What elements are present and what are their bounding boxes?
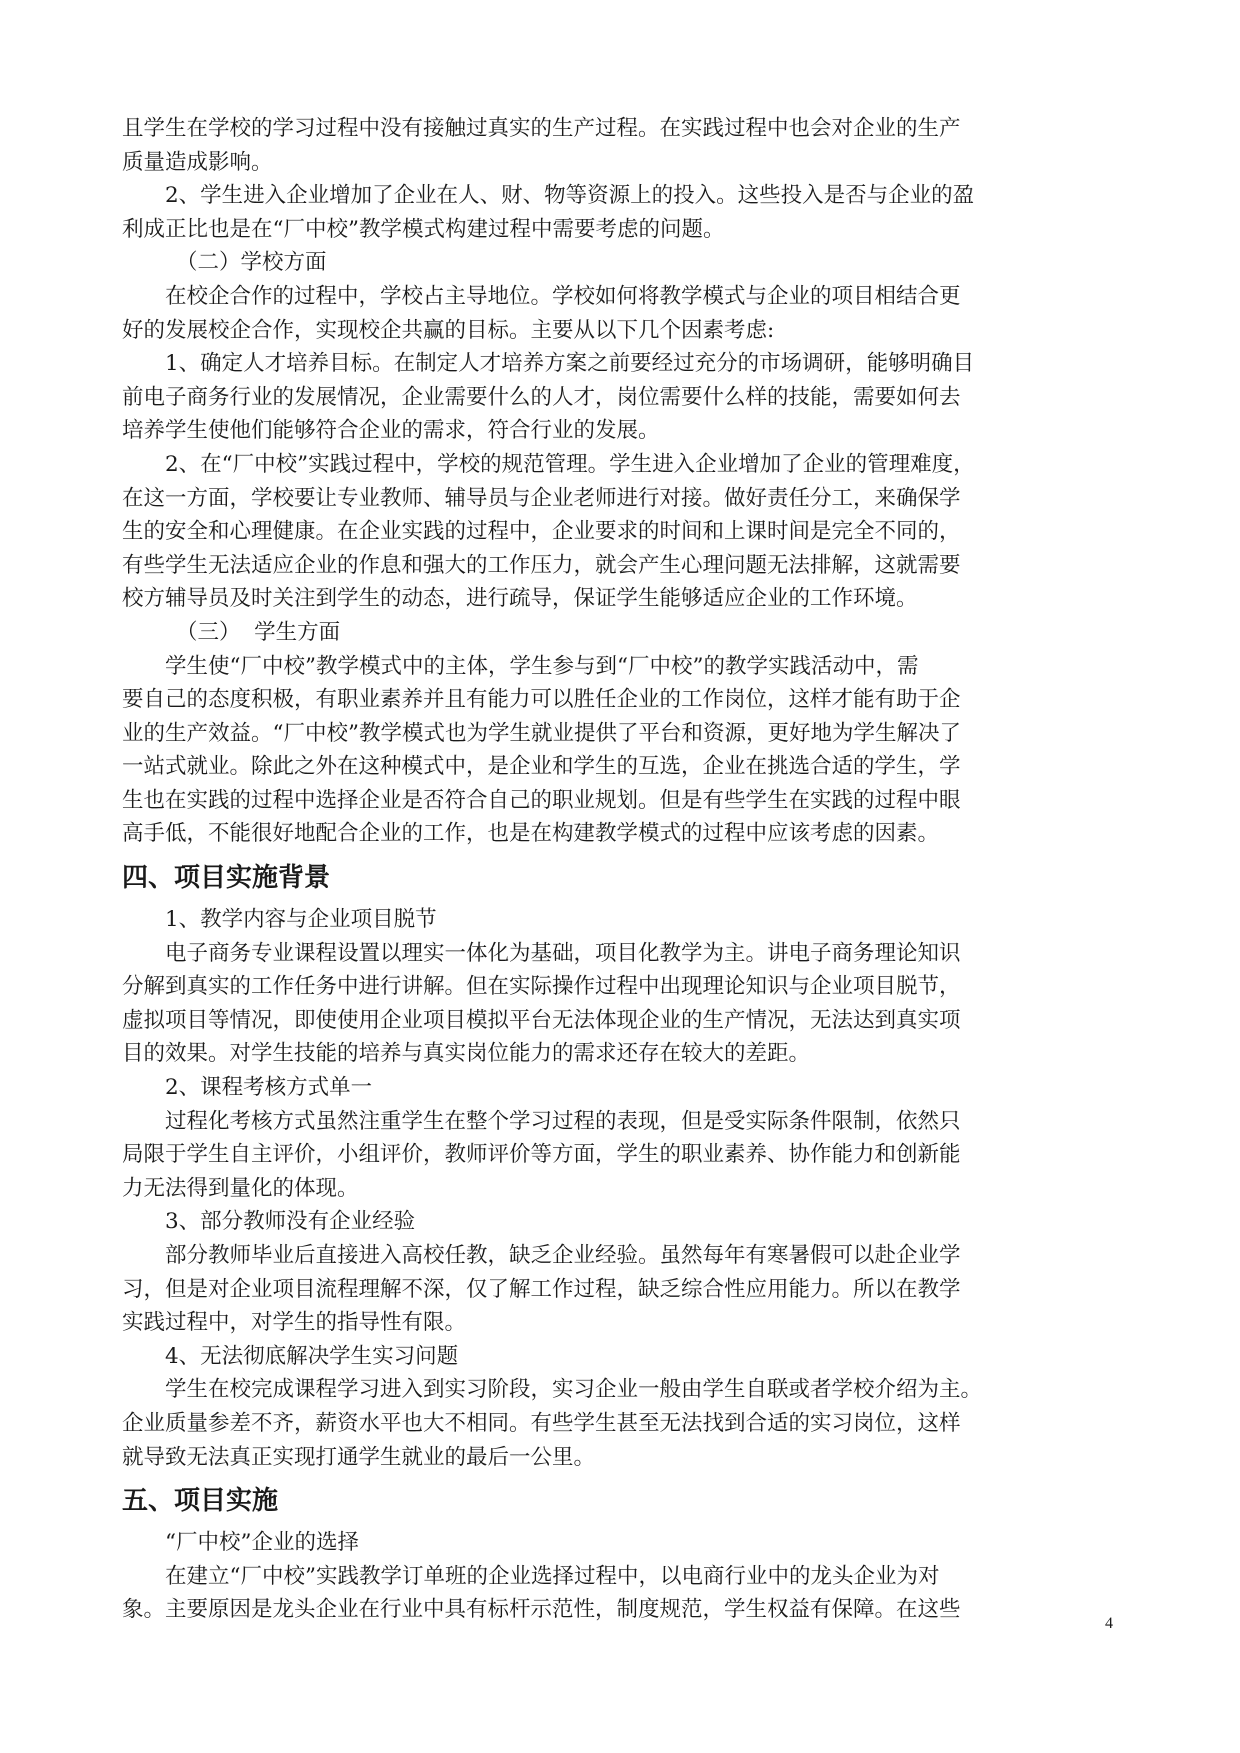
body-text-line: 在这一方面，学校要让专业教师、辅导员与企业老师进行对接。做好责任分工，来确保学 [122, 485, 961, 511]
body-text-line: 部分教师毕业后直接进入高校任教，缺乏企业经验。虽然每年有寒暑假可以赴企业学 [165, 1243, 961, 1268]
body-text-line: 学生在校完成课程学习进入到实习阶段，实习企业一般由学生自联或者学校介绍为主。 [165, 1377, 983, 1403]
subsection-title: “厂中校”企业的选择 [165, 1530, 359, 1556]
body-text-line: 电子商务专业课程设置以理实一体化为基础，项目化教学为主。讲电子商务理论知识 [165, 940, 961, 966]
body-text-line: 有些学生无法适应企业的作息和强大的工作压力，就会产生心理问题无法排解，这就需要 [122, 552, 961, 578]
body-text-line: 校方辅导员及时关注到学生的动态，进行疏导，保证学生能够适应企业的工作环境。 [122, 586, 918, 612]
body-text-line: 虚拟项目等情况，即使使用企业项目模拟平台无法体现企业的生产情况，无法达到真实项 [122, 1007, 961, 1033]
body-text-line: 培养学生使他们能够符合企业的需求，符合行业的发展。 [122, 418, 660, 444]
body-text-line: 高手低，不能很好地配合企业的工作，也是在构建教学模式的过程中应该考虑的因素。 [122, 821, 940, 847]
subsection-title: （三） 学生方面 [176, 619, 341, 645]
body-text-line: 目的效果。对学生技能的培养与真实岗位能力的需求还存在较大的差距。 [122, 1041, 811, 1067]
document-body [122, 112, 1114, 1627]
subsection-title: 3、部分教师没有企业经验 [165, 1209, 416, 1235]
body-text-line: 企业质量参差不齐，薪资水平也大不相同。有些学生甚至无法找到合适的实习岗位，这样 [122, 1410, 961, 1436]
section-heading: 四、项目实施背景 [122, 863, 331, 894]
body-text-line: 象。主要原因是龙头企业在行业中具有标杆示范性，制度规范，学生权益有保障。在这些 [122, 1597, 961, 1623]
subsection-title: 2、课程考核方式单一 [165, 1075, 373, 1101]
body-text-line: 习，但是对企业项目流程理解不深，仅了解工作过程，缺乏综合性应用能力。所以在教学 [122, 1276, 961, 1302]
body-text-line: 业的生产效益。“厂中校”教学模式也为学生就业提供了平台和资源，更好地为学生解决了 [122, 720, 961, 746]
body-text-line: 分解到真实的工作任务中进行讲解。但在实际操作过程中出现理论知识与企业项目脱节， [122, 974, 961, 1000]
body-text-line: 实践过程中，对学生的指导性有限。 [122, 1310, 467, 1336]
body-text-line: 力无法得到量化的体现。 [122, 1175, 359, 1201]
body-text-line: 过程化考核方式虽然注重学生在整个学习过程的表现，但是受实际条件限制，依然只 [165, 1108, 961, 1134]
section-heading: 五、项目实施 [122, 1486, 279, 1517]
body-text-line: 2、在“厂中校”实践过程中，学校的规范管理。学生进入企业增加了企业的管理难度， [165, 451, 975, 477]
body-text-line: 生也在实践的过程中选择企业是否符合自己的职业规划。但是有些学生在实践的过程中眼 [122, 787, 961, 813]
body-text-line: 要自己的态度积极，有职业素养并且有能力可以胜任企业的工作岗位，这样才能有助于企 [122, 687, 961, 713]
subsection-title: 4、无法彻底解决学生实习问题 [165, 1343, 459, 1369]
body-text-line: 学生使“厂中校”教学模式中的主体，学生参与到“厂中校”的教学实践活动中，需 [165, 653, 919, 679]
body-text-line: 1、确定人才培养目标。在制定人才培养方案之前要经过充分的市场调研，能够明确目 [165, 351, 975, 377]
body-text-line: 局限于学生自主评价，小组评价，教师评价等方面，学生的职业素养、协作能力和创新能 [122, 1142, 961, 1168]
subsection-title: 1、教学内容与企业项目脱节 [165, 907, 437, 933]
body-text-line: 在校企合作的过程中，学校占主导地位。学校如何将教学模式与企业的项目相结合更 [165, 283, 961, 309]
body-text-line: 2、学生进入企业增加了企业在人、财、物等资源上的投入。这些投入是否与企业的盈 [165, 183, 975, 209]
body-text-line: 利成正比也是在“厂中校”教学模式构建过程中需要考虑的问题。 [122, 216, 725, 242]
body-text-line: 就导致无法真正实现打通学生就业的最后一公里。 [122, 1444, 596, 1470]
body-text-line: 前电子商务行业的发展情况，企业需要什么的人才，岗位需要什么样的技能，需要如何去 [122, 384, 961, 410]
body-text-line: 质量造成影响。 [122, 149, 273, 175]
body-text-line: 一站式就业。除此之外在这种模式中，是企业和学生的互选，企业在挑选合适的学生，学 [122, 754, 961, 780]
body-text-line: 在建立“厂中校”实践教学订单班的企业选择过程中，以电商行业中的龙头企业为对 [165, 1563, 940, 1589]
body-text-line: 且学生在学校的学习过程中没有接触过真实的生产过程。在实践过程中也会对企业的生产 [122, 116, 961, 141]
body-text-line: 好的发展校企合作，实现校企共赢的目标。主要从以下几个因素考虑: [122, 317, 775, 343]
page-number: 4 [1105, 1615, 1113, 1632]
subsection-title: （二）学校方面 [176, 250, 327, 276]
body-text-line: 生的安全和心理健康。在企业实践的过程中，企业要求的时间和上课时间是完全不同的， [122, 519, 961, 545]
